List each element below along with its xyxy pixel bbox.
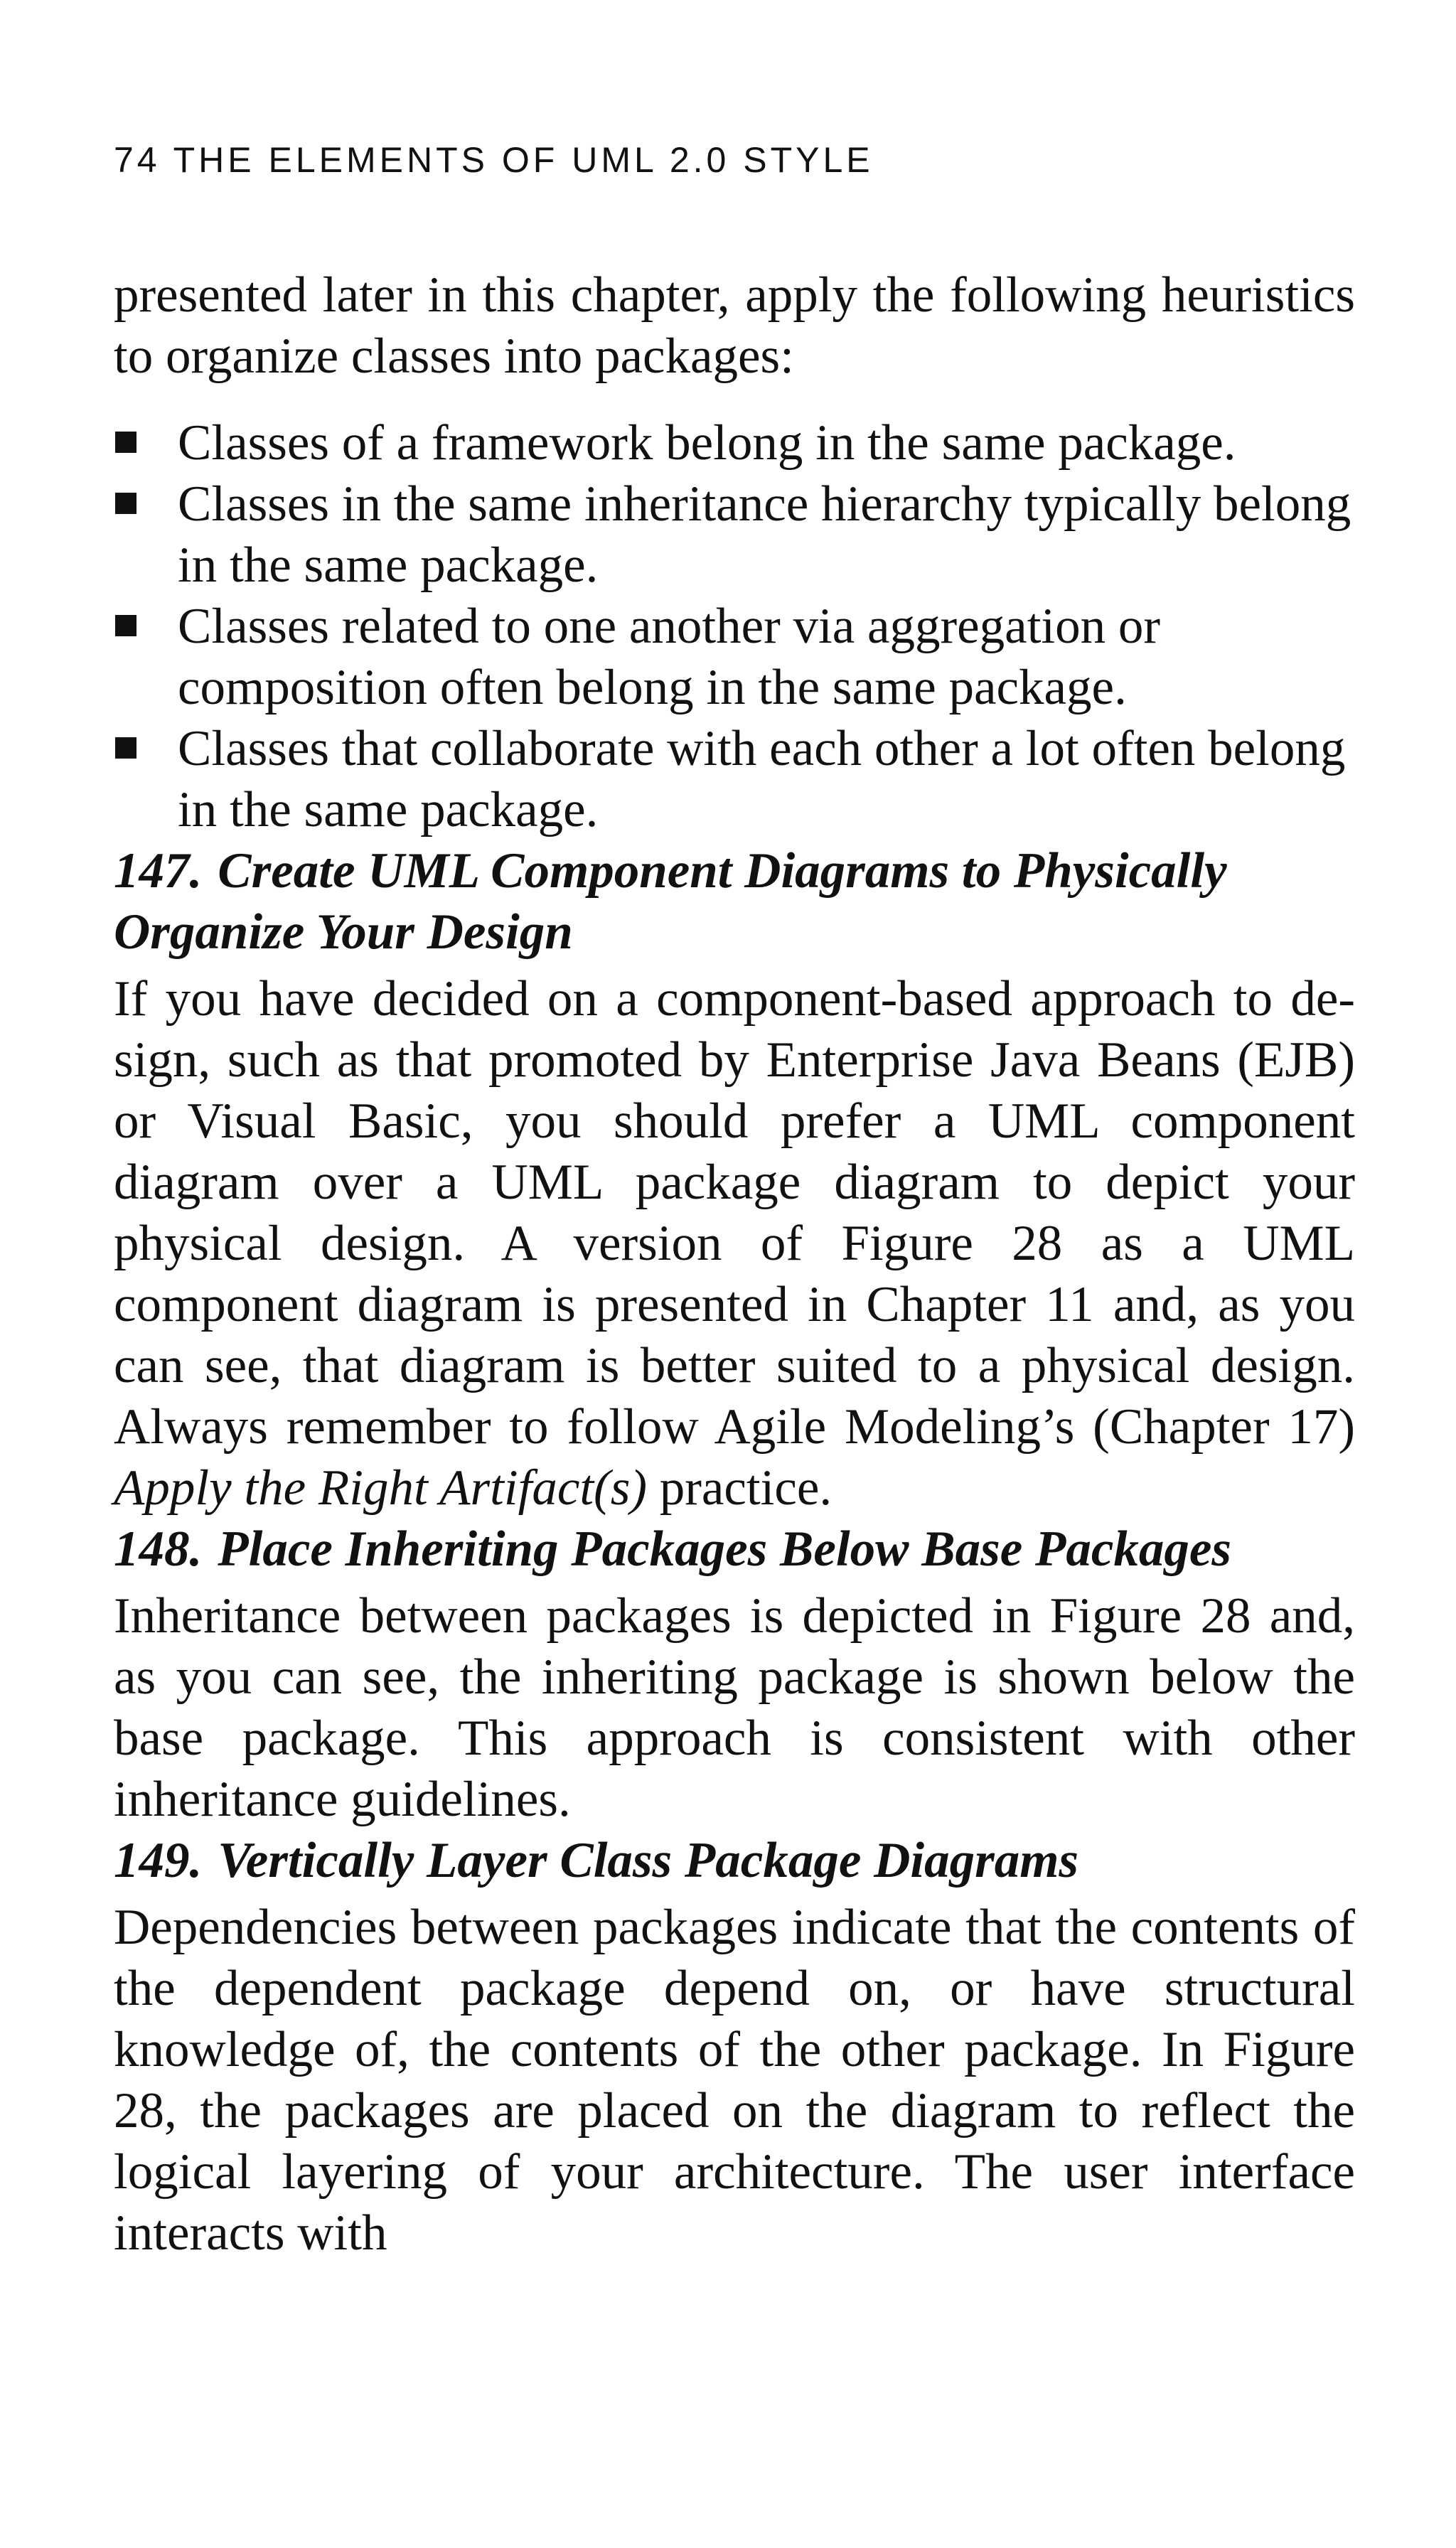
guideline-147-body [114, 968, 1355, 1519]
practice-name: Apply the Right Artifact(s) [114, 1460, 647, 1516]
list-item [114, 718, 1355, 840]
list-item-text: Classes of a framework belong in the same package. [178, 415, 1236, 471]
heuristics-list [114, 412, 1355, 840]
guideline-title: Place Inheriting Packages Below Base Packages [218, 1521, 1232, 1577]
guideline-147-heading [114, 840, 1355, 963]
guideline-title: Create UML Component Diagrams to Physically Organize Your Design [114, 843, 1227, 960]
guideline-149-heading [114, 1830, 1355, 1891]
list-item [114, 473, 1355, 596]
guideline-number: 149. [114, 1833, 203, 1888]
guideline-title: Vertically Layer Class Package Diagrams [218, 1833, 1079, 1888]
list-item [114, 412, 1355, 473]
intro-paragraph: presented later in this chapter, apply the following heuristics to organize classes into packages: [114, 267, 1355, 384]
guideline-number: 147. [114, 843, 203, 899]
page-content [114, 264, 1355, 2264]
square-bullet-icon [115, 432, 136, 453]
square-bullet-icon [115, 493, 136, 514]
running-head: 74 THE ELEMENTS OF UML 2.0 STYLE [114, 140, 874, 180]
guideline-148-body: Inheritance between packages is depicted in Figure 28 and, as you can see, the inheriting package is shown below the base package. This approach is consistent with other inheritance guidelines. [114, 1588, 1355, 1827]
guideline-149-body: Dependencies between packages indicate that the contents of the dependent package depend on, or have structural knowledge of, the contents of the other package. In Figure 28, the packages are placed on the diagram to reflect the logical layering of your architecture. The user interface interacts with [114, 1900, 1355, 2261]
list-item [114, 596, 1355, 718]
body-text: practice. [646, 1460, 833, 1516]
body-text: If you have decided on a component-based approach to design, such as that promoted by Enterprise Java Beans (EJB) or Visual Basic, you should prefer a UML component diagram over a UML package diagram to depict your physical design. A version of Figure 28 as a UML component diagram is presented in Chapter 11 and, as you can see, that diagram is better suited to a physical design. Always remember to follow Agile Modeling’s (Chapter 17) [114, 971, 1355, 1455]
square-bullet-icon [115, 737, 136, 759]
list-item-text: Classes related to one another via aggregation or composition often belong in the same package. [178, 599, 1161, 715]
list-item-text: Classes that collaborate with each other a lot often belong in the same package. [178, 721, 1346, 837]
list-item-text: Classes in the same inheritance hierarchy typically belong in the same package. [178, 476, 1351, 593]
guideline-148-heading [114, 1519, 1355, 1580]
square-bullet-icon [115, 615, 136, 636]
guideline-number: 148. [114, 1521, 203, 1577]
